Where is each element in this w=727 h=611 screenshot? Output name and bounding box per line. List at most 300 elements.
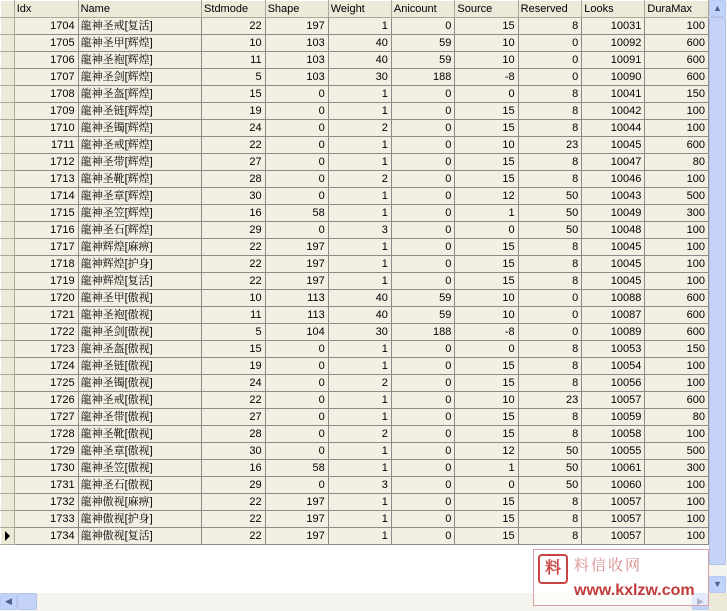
cell-name[interactable]: 龍神圣链[辉煌] — [78, 103, 201, 120]
cell-idx[interactable]: 1716 — [14, 222, 78, 239]
cell-idx[interactable]: 1714 — [14, 188, 78, 205]
row-indicator[interactable] — [1, 511, 15, 528]
cell-looks[interactable]: 10061 — [582, 460, 645, 477]
cell-anicount[interactable]: 0 — [391, 273, 455, 290]
cell-shape[interactable]: 197 — [265, 494, 328, 511]
cell-name[interactable]: 龍神圣章[辉煌] — [78, 188, 201, 205]
cell-shape[interactable]: 197 — [265, 18, 328, 35]
row-indicator[interactable] — [1, 341, 15, 358]
cell-looks[interactable]: 10060 — [582, 477, 645, 494]
cell-anicount[interactable]: 59 — [391, 35, 455, 52]
cell-duramax[interactable]: 150 — [645, 341, 709, 358]
cell-duramax[interactable]: 100 — [645, 477, 709, 494]
cell-reserved[interactable]: 0 — [518, 35, 582, 52]
cell-anicount[interactable]: 0 — [391, 120, 455, 137]
cell-stdmode[interactable]: 5 — [202, 69, 266, 86]
table-row[interactable] — [1, 307, 709, 324]
cell-anicount[interactable]: 0 — [391, 460, 455, 477]
cell-duramax[interactable]: 150 — [645, 86, 709, 103]
cell-looks[interactable]: 10054 — [582, 358, 645, 375]
cell-shape[interactable]: 0 — [265, 358, 328, 375]
cell-stdmode[interactable]: 22 — [202, 256, 266, 273]
cell-idx[interactable]: 1704 — [14, 18, 78, 35]
column-header-looks[interactable]: Looks — [582, 1, 645, 18]
cell-stdmode[interactable]: 28 — [202, 426, 266, 443]
cell-weight[interactable]: 40 — [328, 52, 391, 69]
cell-anicount[interactable]: 0 — [391, 86, 455, 103]
cell-name[interactable]: 龍神圣戒[辉煌] — [78, 137, 201, 154]
cell-shape[interactable]: 197 — [265, 239, 328, 256]
cell-idx[interactable]: 1707 — [14, 69, 78, 86]
cell-stdmode[interactable]: 24 — [202, 120, 266, 137]
table-row[interactable] — [1, 103, 709, 120]
cell-shape[interactable]: 0 — [265, 137, 328, 154]
row-indicator[interactable] — [1, 392, 15, 409]
cell-source[interactable]: 0 — [455, 86, 518, 103]
cell-looks[interactable]: 10055 — [582, 443, 645, 460]
cell-anicount[interactable]: 188 — [391, 69, 455, 86]
table-row[interactable] — [1, 341, 709, 358]
cell-shape[interactable]: 0 — [265, 171, 328, 188]
table-row[interactable] — [1, 154, 709, 171]
cell-stdmode[interactable]: 22 — [202, 137, 266, 154]
cell-source[interactable]: 15 — [455, 103, 518, 120]
cell-looks[interactable]: 10059 — [582, 409, 645, 426]
cell-anicount[interactable]: 0 — [391, 154, 455, 171]
cell-looks[interactable]: 10045 — [582, 239, 645, 256]
cell-idx[interactable]: 1729 — [14, 443, 78, 460]
cell-stdmode[interactable]: 15 — [202, 86, 266, 103]
cell-source[interactable]: 1 — [455, 460, 518, 477]
cell-weight[interactable]: 1 — [328, 188, 391, 205]
cell-reserved[interactable]: 8 — [518, 171, 582, 188]
cell-shape[interactable]: 58 — [265, 205, 328, 222]
cell-shape[interactable]: 0 — [265, 392, 328, 409]
row-indicator[interactable] — [1, 443, 15, 460]
cell-stdmode[interactable]: 30 — [202, 443, 266, 460]
cell-source[interactable]: 12 — [455, 443, 518, 460]
table-row[interactable] — [1, 392, 709, 409]
cell-duramax[interactable]: 600 — [645, 69, 709, 86]
cell-source[interactable]: 10 — [455, 35, 518, 52]
cell-reserved[interactable]: 8 — [518, 426, 582, 443]
cell-weight[interactable]: 1 — [328, 511, 391, 528]
cell-source[interactable]: 0 — [455, 477, 518, 494]
cell-anicount[interactable]: 0 — [391, 511, 455, 528]
cell-stdmode[interactable]: 10 — [202, 290, 266, 307]
table-row[interactable] — [1, 205, 709, 222]
cell-reserved[interactable]: 8 — [518, 273, 582, 290]
cell-weight[interactable]: 1 — [328, 460, 391, 477]
table-row[interactable] — [1, 120, 709, 137]
table-row[interactable] — [1, 239, 709, 256]
cell-stdmode[interactable]: 22 — [202, 511, 266, 528]
cell-looks[interactable]: 10046 — [582, 171, 645, 188]
table-row[interactable] — [1, 171, 709, 188]
cell-reserved[interactable]: 8 — [518, 409, 582, 426]
cell-looks[interactable]: 10049 — [582, 205, 645, 222]
table-row[interactable] — [1, 375, 709, 392]
row-indicator[interactable] — [1, 188, 15, 205]
cell-name[interactable]: 龍神圣链[傲视] — [78, 358, 201, 375]
table-row[interactable] — [1, 86, 709, 103]
cell-anicount[interactable]: 0 — [391, 494, 455, 511]
cell-source[interactable]: 12 — [455, 188, 518, 205]
cell-idx[interactable]: 1711 — [14, 137, 78, 154]
row-indicator[interactable] — [1, 324, 15, 341]
cell-name[interactable]: 龍神圣带[傲视] — [78, 409, 201, 426]
cell-shape[interactable]: 0 — [265, 341, 328, 358]
cell-stdmode[interactable]: 22 — [202, 528, 266, 545]
cell-reserved[interactable]: 8 — [518, 375, 582, 392]
row-indicator[interactable] — [1, 409, 15, 426]
cell-looks[interactable]: 10044 — [582, 120, 645, 137]
cell-looks[interactable]: 10043 — [582, 188, 645, 205]
cell-idx[interactable]: 1712 — [14, 154, 78, 171]
cell-weight[interactable]: 1 — [328, 409, 391, 426]
cell-shape[interactable]: 113 — [265, 307, 328, 324]
cell-shape[interactable]: 58 — [265, 460, 328, 477]
cell-weight[interactable]: 30 — [328, 69, 391, 86]
cell-name[interactable]: 龍神圣章[傲视] — [78, 443, 201, 460]
cell-idx[interactable]: 1724 — [14, 358, 78, 375]
cell-reserved[interactable]: 8 — [518, 86, 582, 103]
cell-duramax[interactable]: 100 — [645, 528, 709, 545]
row-indicator[interactable] — [1, 273, 15, 290]
cell-duramax[interactable]: 100 — [645, 120, 709, 137]
cell-reserved[interactable]: 8 — [518, 511, 582, 528]
cell-weight[interactable]: 1 — [328, 341, 391, 358]
cell-name[interactable]: 龍神圣袍[傲视] — [78, 307, 201, 324]
cell-name[interactable]: 龍神圣剑[辉煌] — [78, 69, 201, 86]
cell-anicount[interactable]: 0 — [391, 103, 455, 120]
cell-idx[interactable]: 1726 — [14, 392, 78, 409]
cell-source[interactable]: 15 — [455, 409, 518, 426]
cell-duramax[interactable]: 100 — [645, 103, 709, 120]
cell-source[interactable]: 15 — [455, 120, 518, 137]
cell-anicount[interactable]: 0 — [391, 18, 455, 35]
cell-duramax[interactable]: 100 — [645, 358, 709, 375]
table-row[interactable] — [1, 324, 709, 341]
cell-stdmode[interactable]: 5 — [202, 324, 266, 341]
cell-stdmode[interactable]: 22 — [202, 18, 266, 35]
cell-reserved[interactable]: 8 — [518, 103, 582, 120]
scroll-down-button[interactable] — [709, 576, 726, 593]
cell-reserved[interactable]: 50 — [518, 477, 582, 494]
cell-name[interactable]: 龍神圣镯[辉煌] — [78, 120, 201, 137]
vertical-scrollbar[interactable] — [709, 0, 727, 593]
cell-source[interactable]: 10 — [455, 290, 518, 307]
cell-idx[interactable]: 1734 — [14, 528, 78, 545]
cell-source[interactable]: 10 — [455, 137, 518, 154]
cell-reserved[interactable]: 0 — [518, 307, 582, 324]
cell-shape[interactable]: 0 — [265, 477, 328, 494]
cell-source[interactable]: 15 — [455, 426, 518, 443]
cell-shape[interactable]: 0 — [265, 409, 328, 426]
cell-reserved[interactable]: 8 — [518, 154, 582, 171]
cell-reserved[interactable]: 23 — [518, 392, 582, 409]
cell-duramax[interactable]: 100 — [645, 426, 709, 443]
horizontal-scroll-thumb[interactable] — [17, 593, 37, 610]
cell-weight[interactable]: 2 — [328, 120, 391, 137]
cell-duramax[interactable]: 300 — [645, 205, 709, 222]
row-indicator[interactable] — [1, 222, 15, 239]
row-indicator[interactable] — [1, 86, 15, 103]
cell-anicount[interactable]: 0 — [391, 477, 455, 494]
cell-duramax[interactable]: 600 — [645, 307, 709, 324]
cell-duramax[interactable]: 600 — [645, 392, 709, 409]
cell-idx[interactable]: 1710 — [14, 120, 78, 137]
cell-anicount[interactable]: 0 — [391, 426, 455, 443]
cell-duramax[interactable]: 100 — [645, 18, 709, 35]
table-row[interactable] — [1, 511, 709, 528]
cell-anicount[interactable]: 59 — [391, 52, 455, 69]
cell-stdmode[interactable]: 22 — [202, 392, 266, 409]
cell-weight[interactable]: 1 — [328, 137, 391, 154]
cell-source[interactable]: 10 — [455, 307, 518, 324]
cell-name[interactable]: 龍神圣笠[傲视] — [78, 460, 201, 477]
cell-shape[interactable]: 113 — [265, 290, 328, 307]
cell-looks[interactable]: 10042 — [582, 103, 645, 120]
cell-reserved[interactable]: 8 — [518, 494, 582, 511]
cell-idx[interactable]: 1732 — [14, 494, 78, 511]
cell-reserved[interactable]: 23 — [518, 137, 582, 154]
cell-idx[interactable]: 1715 — [14, 205, 78, 222]
cell-looks[interactable]: 10087 — [582, 307, 645, 324]
cell-reserved[interactable]: 50 — [518, 205, 582, 222]
cell-anicount[interactable]: 0 — [391, 171, 455, 188]
cell-source[interactable]: 15 — [455, 256, 518, 273]
cell-looks[interactable]: 10048 — [582, 222, 645, 239]
cell-idx[interactable]: 1730 — [14, 460, 78, 477]
row-indicator[interactable] — [1, 137, 15, 154]
cell-shape[interactable]: 0 — [265, 426, 328, 443]
cell-name[interactable]: 龍神圣笠[辉煌] — [78, 205, 201, 222]
cell-source[interactable]: -8 — [455, 324, 518, 341]
table-row[interactable] — [1, 290, 709, 307]
cell-name[interactable]: 龍神圣盔[辉煌] — [78, 86, 201, 103]
cell-anicount[interactable]: 0 — [391, 358, 455, 375]
cell-stdmode[interactable]: 16 — [202, 205, 266, 222]
cell-name[interactable]: 龍神圣镯[傲视] — [78, 375, 201, 392]
cell-stdmode[interactable]: 11 — [202, 307, 266, 324]
cell-shape[interactable]: 0 — [265, 154, 328, 171]
cell-weight[interactable]: 1 — [328, 103, 391, 120]
cell-source[interactable]: 15 — [455, 154, 518, 171]
row-indicator[interactable] — [1, 69, 15, 86]
cell-name[interactable]: 龍神辉煌[复活] — [78, 273, 201, 290]
cell-duramax[interactable]: 100 — [645, 273, 709, 290]
cell-stdmode[interactable]: 10 — [202, 35, 266, 52]
cell-shape[interactable]: 0 — [265, 188, 328, 205]
cell-anicount[interactable]: 0 — [391, 443, 455, 460]
column-header-shape[interactable]: Shape — [265, 1, 328, 18]
cell-reserved[interactable]: 8 — [518, 18, 582, 35]
cell-weight[interactable]: 1 — [328, 18, 391, 35]
cell-shape[interactable]: 103 — [265, 69, 328, 86]
cell-duramax[interactable]: 600 — [645, 290, 709, 307]
cell-weight[interactable]: 40 — [328, 290, 391, 307]
cell-source[interactable]: 15 — [455, 528, 518, 545]
cell-duramax[interactable]: 100 — [645, 171, 709, 188]
cell-duramax[interactable]: 100 — [645, 494, 709, 511]
cell-shape[interactable]: 103 — [265, 52, 328, 69]
cell-duramax[interactable]: 500 — [645, 443, 709, 460]
cell-idx[interactable]: 1708 — [14, 86, 78, 103]
cell-name[interactable]: 龍神傲视[复活] — [78, 528, 201, 545]
cell-source[interactable]: 15 — [455, 239, 518, 256]
cell-stdmode[interactable]: 30 — [202, 188, 266, 205]
row-indicator[interactable] — [1, 154, 15, 171]
row-indicator[interactable] — [1, 239, 15, 256]
cell-idx[interactable]: 1728 — [14, 426, 78, 443]
cell-looks[interactable]: 10089 — [582, 324, 645, 341]
cell-idx[interactable]: 1706 — [14, 52, 78, 69]
row-indicator[interactable] — [1, 426, 15, 443]
row-indicator[interactable] — [1, 256, 15, 273]
row-indicator[interactable] — [1, 35, 15, 52]
cell-idx[interactable]: 1713 — [14, 171, 78, 188]
cell-weight[interactable]: 1 — [328, 443, 391, 460]
cell-shape[interactable]: 104 — [265, 324, 328, 341]
cell-stdmode[interactable]: 27 — [202, 409, 266, 426]
cell-anicount[interactable]: 0 — [391, 375, 455, 392]
cell-reserved[interactable]: 50 — [518, 443, 582, 460]
cell-anicount[interactable]: 0 — [391, 341, 455, 358]
table-row[interactable] — [1, 222, 709, 239]
row-indicator[interactable] — [1, 375, 15, 392]
cell-weight[interactable]: 1 — [328, 205, 391, 222]
cell-name[interactable]: 龍神傲视[麻痹] — [78, 494, 201, 511]
cell-weight[interactable]: 2 — [328, 171, 391, 188]
cell-stdmode[interactable]: 15 — [202, 341, 266, 358]
table-row[interactable] — [1, 477, 709, 494]
cell-weight[interactable]: 1 — [328, 86, 391, 103]
cell-shape[interactable]: 0 — [265, 443, 328, 460]
cell-shape[interactable]: 0 — [265, 86, 328, 103]
cell-stdmode[interactable]: 29 — [202, 222, 266, 239]
table-row[interactable] — [1, 52, 709, 69]
vertical-scroll-thumb[interactable] — [709, 17, 726, 565]
cell-name[interactable]: 龍神圣带[辉煌] — [78, 154, 201, 171]
cell-reserved[interactable]: 0 — [518, 69, 582, 86]
cell-idx[interactable]: 1723 — [14, 341, 78, 358]
cell-idx[interactable]: 1733 — [14, 511, 78, 528]
cell-anicount[interactable]: 0 — [391, 528, 455, 545]
cell-weight[interactable]: 2 — [328, 426, 391, 443]
cell-duramax[interactable]: 100 — [645, 239, 709, 256]
column-header-source[interactable]: Source — [455, 1, 518, 18]
cell-idx[interactable]: 1727 — [14, 409, 78, 426]
row-indicator[interactable] — [1, 205, 15, 222]
cell-anicount[interactable]: 0 — [391, 137, 455, 154]
cell-idx[interactable]: 1705 — [14, 35, 78, 52]
cell-looks[interactable]: 10045 — [582, 256, 645, 273]
cell-reserved[interactable]: 8 — [518, 358, 582, 375]
cell-name[interactable]: 龍神圣石[傲视] — [78, 477, 201, 494]
row-indicator[interactable] — [1, 494, 15, 511]
row-indicator[interactable] — [1, 460, 15, 477]
cell-source[interactable]: 15 — [455, 375, 518, 392]
table-row[interactable] — [1, 69, 709, 86]
cell-reserved[interactable]: 8 — [518, 120, 582, 137]
cell-reserved[interactable]: 8 — [518, 528, 582, 545]
cell-idx[interactable]: 1719 — [14, 273, 78, 290]
cell-duramax[interactable]: 100 — [645, 511, 709, 528]
table-row[interactable] — [1, 256, 709, 273]
cell-name[interactable]: 龍神圣剑[傲视] — [78, 324, 201, 341]
cell-looks[interactable]: 10057 — [582, 392, 645, 409]
table-row[interactable] — [1, 443, 709, 460]
cell-idx[interactable]: 1731 — [14, 477, 78, 494]
cell-stdmode[interactable]: 22 — [202, 273, 266, 290]
cell-idx[interactable]: 1721 — [14, 307, 78, 324]
cell-weight[interactable]: 1 — [328, 358, 391, 375]
table-row[interactable] — [1, 528, 709, 545]
cell-duramax[interactable]: 600 — [645, 35, 709, 52]
table-row[interactable] — [1, 426, 709, 443]
scroll-up-button[interactable] — [709, 0, 726, 17]
cell-name[interactable]: 龍神辉煌[护身] — [78, 256, 201, 273]
cell-reserved[interactable]: 8 — [518, 341, 582, 358]
cell-idx[interactable]: 1720 — [14, 290, 78, 307]
cell-anicount[interactable]: 0 — [391, 409, 455, 426]
cell-name[interactable]: 龍神辉煌[麻痹] — [78, 239, 201, 256]
row-indicator[interactable] — [1, 103, 15, 120]
cell-duramax[interactable]: 80 — [645, 409, 709, 426]
column-header-duramax[interactable]: DuraMax — [645, 1, 709, 18]
cell-shape[interactable]: 0 — [265, 222, 328, 239]
cell-reserved[interactable]: 0 — [518, 290, 582, 307]
row-indicator[interactable] — [1, 18, 15, 35]
cell-stdmode[interactable]: 24 — [202, 375, 266, 392]
cell-duramax[interactable]: 600 — [645, 52, 709, 69]
cell-duramax[interactable]: 600 — [645, 324, 709, 341]
cell-looks[interactable]: 10057 — [582, 528, 645, 545]
cell-anicount[interactable]: 0 — [391, 392, 455, 409]
cell-looks[interactable]: 10056 — [582, 375, 645, 392]
cell-weight[interactable]: 1 — [328, 239, 391, 256]
row-indicator[interactable] — [1, 290, 15, 307]
cell-source[interactable]: 15 — [455, 18, 518, 35]
cell-anicount[interactable]: 0 — [391, 222, 455, 239]
cell-looks[interactable]: 10091 — [582, 52, 645, 69]
cell-stdmode[interactable]: 29 — [202, 477, 266, 494]
table-row[interactable] — [1, 188, 709, 205]
cell-anicount[interactable]: 59 — [391, 307, 455, 324]
cell-duramax[interactable]: 500 — [645, 188, 709, 205]
row-indicator[interactable] — [1, 52, 15, 69]
cell-looks[interactable]: 10047 — [582, 154, 645, 171]
cell-looks[interactable]: 10058 — [582, 426, 645, 443]
cell-duramax[interactable]: 80 — [645, 154, 709, 171]
cell-name[interactable]: 龍神圣盔[傲视] — [78, 341, 201, 358]
row-indicator[interactable] — [1, 528, 15, 545]
table-row[interactable] — [1, 409, 709, 426]
table-row[interactable] — [1, 273, 709, 290]
cell-name[interactable]: 龍神圣戒[傲视] — [78, 392, 201, 409]
column-header-stdmode[interactable]: Stdmode — [202, 1, 266, 18]
cell-weight[interactable]: 1 — [328, 256, 391, 273]
cell-duramax[interactable]: 100 — [645, 256, 709, 273]
row-indicator[interactable] — [1, 477, 15, 494]
cell-shape[interactable]: 197 — [265, 273, 328, 290]
cell-anicount[interactable]: 0 — [391, 239, 455, 256]
cell-duramax[interactable]: 600 — [645, 137, 709, 154]
cell-anicount[interactable]: 0 — [391, 188, 455, 205]
cell-shape[interactable]: 197 — [265, 511, 328, 528]
cell-name[interactable]: 龍神傲视[护身] — [78, 511, 201, 528]
